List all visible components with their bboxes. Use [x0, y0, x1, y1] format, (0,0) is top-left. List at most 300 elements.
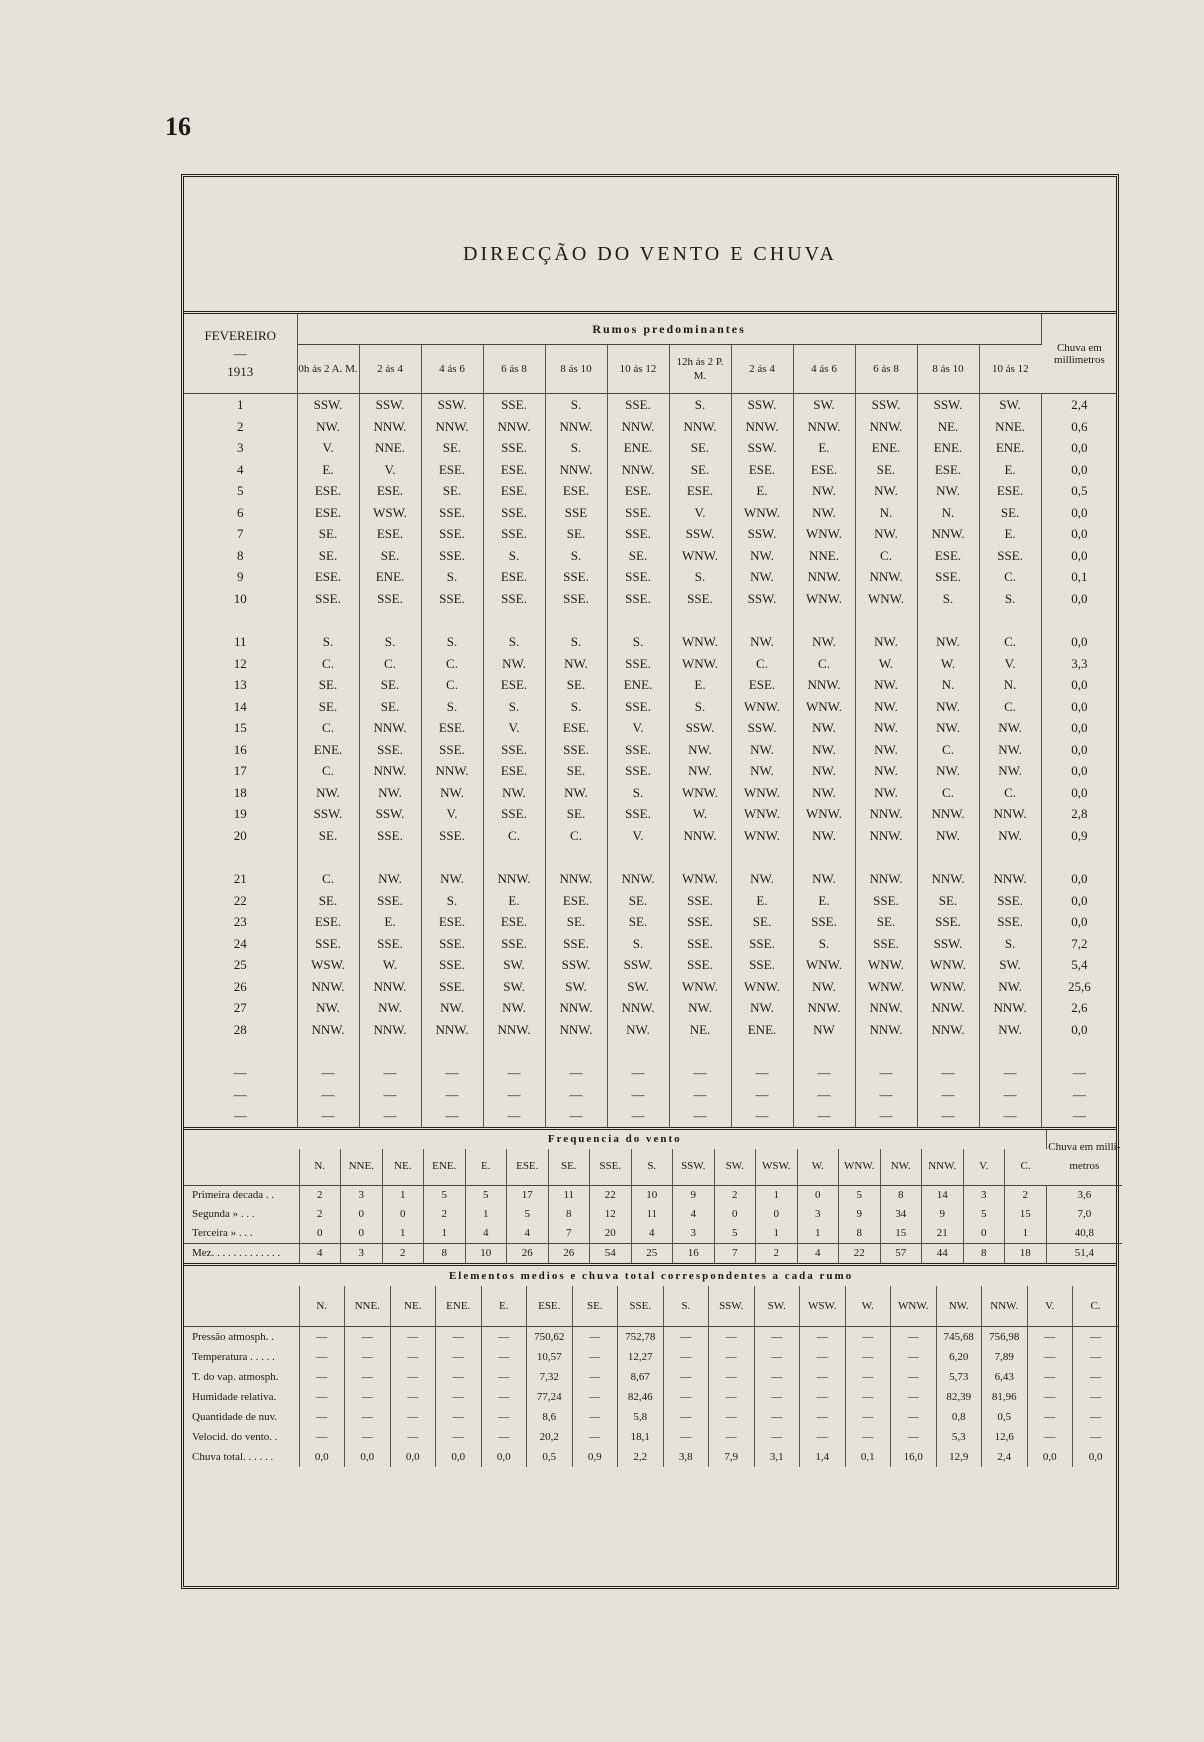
element-cell: — [1090, 1350, 1102, 1363]
element-cell: 8,67 [618, 1367, 664, 1387]
direction-header: WNW. [839, 1149, 881, 1186]
frequency-cell: 9 [839, 1205, 881, 1224]
wind-cell: ESE. [483, 674, 545, 696]
wind-cell: E. [731, 890, 793, 912]
table-row [184, 653, 1117, 675]
rain-cell: 3,3 [1071, 655, 1088, 671]
element-cell: — [390, 1347, 436, 1367]
frequency-cell: 4 [797, 1243, 839, 1263]
spacer-cell [607, 846, 669, 868]
frequency-cell: 1 [797, 1224, 839, 1244]
day-cell: 4 [184, 459, 297, 481]
wind-cell: NNW. [917, 1019, 979, 1041]
element-cell: 0,5 [982, 1407, 1028, 1427]
wind-cell: NW. [793, 739, 855, 761]
frequency-cell: 2 [382, 1243, 424, 1263]
wind-cell: V. [607, 717, 669, 739]
wind-cell: S. [607, 631, 669, 653]
wind-cell: WNW. [731, 803, 793, 825]
wind-cell: S. [669, 696, 731, 718]
direction-header: NNE. [341, 1149, 383, 1186]
element-cell: — [754, 1427, 800, 1447]
wind-cell: ESE. [979, 480, 1041, 502]
element-cell: — [891, 1407, 937, 1427]
direction-header: W. [797, 1149, 839, 1186]
element-cell: — [845, 1367, 891, 1387]
element-cell: 12,6 [982, 1427, 1028, 1447]
frequency-cell: 11 [631, 1205, 673, 1224]
spacer-cell [184, 1040, 297, 1062]
element-cell: 5,73 [936, 1367, 982, 1387]
wind-cell: NNE. [979, 416, 1041, 438]
element-cell: — [299, 1326, 345, 1347]
wind-cell: S. [545, 545, 607, 567]
wind-cell: NNW. [855, 416, 917, 438]
hour-header: 12h ás 2 P. M. [669, 345, 731, 394]
wind-cell: ESE. [483, 911, 545, 933]
wind-cell: SSE. [421, 933, 483, 955]
wind-cell: SSW. [731, 588, 793, 610]
wind-cell: — [793, 1084, 855, 1106]
wind-cell: SSE. [607, 803, 669, 825]
wind-cell: ESE. [421, 911, 483, 933]
wind-cell: SSE. [359, 588, 421, 610]
frequency-cell: 1 [382, 1224, 424, 1244]
wind-cell: NW. [855, 480, 917, 502]
wind-cell: NNW. [731, 416, 793, 438]
rain-cell: 0,0 [1071, 914, 1088, 929]
element-cell: 0,0 [299, 1447, 345, 1467]
frequency-cell: 5 [714, 1224, 756, 1244]
wind-cell: N. [917, 502, 979, 524]
wind-cell: NNW. [855, 566, 917, 588]
wind-cell: NW. [917, 696, 979, 718]
frequency-cell: 22 [590, 1185, 632, 1205]
wind-cell: NW. [917, 760, 979, 782]
table-row [184, 933, 1117, 955]
element-cell: — [845, 1407, 891, 1427]
wind-cell: — [979, 1062, 1041, 1084]
hour-header: 8 ás 10 [545, 345, 607, 394]
wind-cell: — [917, 1105, 979, 1127]
element-cell: — [754, 1347, 800, 1367]
wind-cell: — [297, 1105, 359, 1127]
direction-header: S. [663, 1286, 709, 1327]
wind-cell: SSE. [421, 954, 483, 976]
frequency-cell: 8 [880, 1185, 922, 1205]
wind-cell: NW. [979, 717, 1041, 739]
wind-cell: NW. [855, 696, 917, 718]
wind-cell: S. [607, 782, 669, 804]
day-cell: 8 [184, 545, 297, 567]
rain-cell: 0,0 [1071, 763, 1088, 778]
element-cell: 0,9 [572, 1447, 618, 1467]
hour-header: 8 ás 10 [917, 345, 979, 394]
wind-cell: SSE. [545, 933, 607, 955]
element-cell: — [891, 1387, 937, 1407]
page-number: 16 [165, 112, 191, 141]
direction-header: WSW. [756, 1149, 798, 1186]
spacer-cell [483, 846, 545, 868]
element-cell: — [754, 1387, 800, 1407]
direction-header: WNW. [891, 1286, 937, 1327]
day-cell: 6 [184, 502, 297, 524]
table-row [184, 1243, 1122, 1263]
wind-cell: SSE. [421, 502, 483, 524]
element-cell: 0,1 [845, 1447, 891, 1467]
wind-cell: SSE. [421, 523, 483, 545]
frequency-cell: 4 [465, 1224, 507, 1244]
rain-cell: 0,0 [1071, 504, 1088, 520]
direction-header: SW. [754, 1286, 800, 1327]
hour-header: 4 ás 6 [793, 345, 855, 394]
wind-cell: SSW. [731, 437, 793, 459]
wind-cell: SSW. [359, 803, 421, 825]
wind-cell: SSW. [731, 717, 793, 739]
frequency-cell: 3 [341, 1185, 383, 1205]
wind-cell: NE. [669, 1019, 731, 1041]
rumos-header: Rumos predominantes [297, 314, 1041, 345]
element-cell: 82,46 [618, 1387, 664, 1407]
wind-cell: S. [979, 588, 1041, 610]
element-cell: — [390, 1367, 436, 1387]
wind-cell: SSE. [297, 933, 359, 955]
wind-cell: ESE. [917, 545, 979, 567]
wind-cell: NW. [421, 868, 483, 890]
element-cell: — [663, 1347, 709, 1367]
wind-cell: NW. [917, 825, 979, 847]
wind-cell: SSE. [669, 933, 731, 955]
rain-cell: 0,0 [1071, 1021, 1088, 1037]
wind-cell: SW. [483, 976, 545, 998]
table-row [184, 1387, 1118, 1407]
element-cell: — [390, 1326, 436, 1347]
element-cell: — [709, 1427, 755, 1447]
wind-cell: NNW. [483, 868, 545, 890]
frequency-cell: 3 [341, 1243, 383, 1263]
table-row [184, 1367, 1118, 1387]
rain-cell: 7,2 [1071, 935, 1088, 951]
direction-header: NNE. [345, 1286, 391, 1327]
wind-cell: ESE. [545, 480, 607, 502]
wind-cell: E. [793, 890, 855, 912]
wind-cell: SW. [483, 954, 545, 976]
rain-cell: 5,4 [1071, 957, 1088, 972]
wind-cell: C. [297, 760, 359, 782]
row-label: Segunda » . . . [184, 1205, 299, 1224]
element-cell: 12,27 [618, 1347, 664, 1367]
year-label: 1913 [227, 363, 254, 379]
row-label: Primeira decada . . [184, 1185, 299, 1205]
spacer-cell [545, 1040, 607, 1062]
wind-cell: N. [855, 502, 917, 524]
frequency-cell: 22 [839, 1243, 881, 1263]
frequency-cell: 8 [424, 1243, 466, 1263]
wind-cell: NW [793, 1019, 855, 1041]
wind-cell: SSE. [421, 588, 483, 610]
direction-header: WSW. [800, 1286, 846, 1327]
spacer-cell [917, 846, 979, 868]
element-cell: 756,98 [982, 1326, 1028, 1347]
mean-elements-table [184, 1266, 1118, 1467]
element-cell: — [572, 1326, 618, 1347]
wind-cell: SSE. [297, 588, 359, 610]
elements-header-row [184, 1286, 1118, 1327]
wind-cell: SE. [297, 890, 359, 912]
element-cell: — [299, 1427, 345, 1447]
wind-cell: WNW. [669, 545, 731, 567]
spacer-cell [793, 846, 855, 868]
wind-cell: SSE. [917, 911, 979, 933]
wind-cell: NNW. [607, 997, 669, 1019]
element-cell: — [436, 1387, 482, 1407]
direction-header: N. [299, 1149, 341, 1186]
direction-header: E. [481, 1286, 527, 1327]
day-cell: 5 [184, 480, 297, 502]
element-cell: 3,1 [754, 1447, 800, 1467]
wind-cell: C. [421, 674, 483, 696]
spacer-cell [979, 609, 1041, 631]
wind-cell: NNE. [359, 437, 421, 459]
wind-cell: SSE. [979, 890, 1041, 912]
wind-cell: S. [297, 631, 359, 653]
wind-cell: NW. [731, 566, 793, 588]
wind-cell: NNW. [917, 868, 979, 890]
wind-cell: NNW. [855, 1019, 917, 1041]
element-cell: 2,4 [982, 1447, 1028, 1467]
frequency-cell: 1 [756, 1224, 798, 1244]
rain-cell: 7,0 [1077, 1207, 1092, 1220]
table-row [184, 696, 1117, 718]
wind-cell: SW. [545, 976, 607, 998]
wind-cell: NW. [607, 1019, 669, 1041]
frequency-cell: 0 [714, 1205, 756, 1224]
day-cell: 28 [184, 1019, 297, 1041]
spacer-cell [979, 846, 1041, 868]
wind-cell: NW. [793, 760, 855, 782]
spacer-cell [917, 1040, 979, 1062]
wind-cell: — [855, 1084, 917, 1106]
wind-cell: ESE. [731, 674, 793, 696]
wind-cell: NW. [979, 1019, 1041, 1041]
element-cell: — [572, 1427, 618, 1447]
wind-cell: SW. [607, 976, 669, 998]
table-row [184, 545, 1117, 567]
wind-cell: NW. [793, 782, 855, 804]
element-label-header [184, 1286, 299, 1327]
spacer-cell [917, 609, 979, 631]
element-cell: — [299, 1387, 345, 1407]
wind-cell: NW. [793, 480, 855, 502]
day-cell: — [184, 1084, 297, 1106]
wind-cell: ESE. [545, 717, 607, 739]
element-cell: 5,8 [618, 1407, 664, 1427]
wind-cell: SE. [855, 911, 917, 933]
table-row [184, 997, 1117, 1019]
wind-cell: ESE. [359, 523, 421, 545]
table-row [184, 416, 1117, 438]
wind-cell: NW. [855, 523, 917, 545]
wind-cell: WNW. [793, 523, 855, 545]
wind-cell: SE. [359, 696, 421, 718]
wind-cell: W. [917, 653, 979, 675]
wind-cell: WNW. [669, 782, 731, 804]
table-row [184, 760, 1117, 782]
frequency-cell: 1 [1005, 1224, 1047, 1244]
day-cell: 16 [184, 739, 297, 761]
wind-cell: NNW. [855, 997, 917, 1019]
spacer-cell [1041, 1040, 1117, 1062]
table-row [184, 954, 1117, 976]
wind-cell: S. [421, 890, 483, 912]
rain-cell: 0,0 [1071, 526, 1088, 541]
rain-cell: 2,4 [1071, 397, 1088, 412]
direction-header: V. [963, 1149, 1005, 1186]
wind-cell: SSE. [607, 523, 669, 545]
wind-cell: SE. [607, 911, 669, 933]
wind-cell: SE. [669, 459, 731, 481]
table-row [184, 1084, 1117, 1106]
day-cell: 21 [184, 868, 297, 890]
wind-cell: V. [421, 803, 483, 825]
direction-header: ESE. [507, 1149, 549, 1186]
frequency-cell: 21 [922, 1224, 964, 1244]
wind-cell: C. [297, 717, 359, 739]
frequency-cell: 11 [548, 1185, 590, 1205]
day-cell: 14 [184, 696, 297, 718]
spacer-row [184, 1040, 1117, 1062]
wind-cell: SSE. [979, 911, 1041, 933]
wind-cell: S. [545, 696, 607, 718]
spacer-cell [607, 609, 669, 631]
table-row [184, 480, 1117, 502]
wind-cell: S. [669, 394, 731, 416]
wind-cell: NNW. [793, 674, 855, 696]
element-cell: — [299, 1407, 345, 1427]
wind-cell: C. [297, 653, 359, 675]
wind-cell: SE. [607, 890, 669, 912]
wind-cell: SSE. [545, 588, 607, 610]
wind-cell: SSE. [483, 523, 545, 545]
wind-cell: — [917, 1062, 979, 1084]
element-cell: 6,43 [982, 1367, 1028, 1387]
direction-header: V. [1027, 1286, 1073, 1327]
wind-cell: E. [483, 890, 545, 912]
wind-cell: C. [297, 868, 359, 890]
wind-cell: WNW. [731, 825, 793, 847]
direction-header: NE. [382, 1149, 424, 1186]
wind-cell: ESE. [359, 480, 421, 502]
element-cell: — [800, 1326, 846, 1347]
element-cell: — [709, 1347, 755, 1367]
table-row [184, 825, 1117, 847]
frequency-cell: 7 [548, 1224, 590, 1244]
wind-cell: ESE. [483, 459, 545, 481]
wind-cell: NNW. [979, 868, 1041, 890]
spacer-cell [297, 846, 359, 868]
wind-cell: SSE. [545, 566, 607, 588]
spacer-cell [359, 846, 421, 868]
wind-cell: SSW. [359, 394, 421, 416]
element-cell: — [1027, 1347, 1073, 1367]
spacer-cell [421, 846, 483, 868]
element-cell: — [845, 1326, 891, 1347]
wind-cell: WNW. [917, 954, 979, 976]
wind-cell: SSE. [855, 933, 917, 955]
wind-cell: NW. [979, 739, 1041, 761]
frequency-cell: 2 [299, 1185, 341, 1205]
wind-cell: SE. [297, 825, 359, 847]
table-row [184, 890, 1117, 912]
day-cell: 23 [184, 911, 297, 933]
wind-cell: NW. [731, 631, 793, 653]
title-block [184, 177, 1116, 314]
table-row [184, 1347, 1118, 1367]
wind-cell: WNW. [793, 696, 855, 718]
elements-title-row [184, 1266, 1118, 1286]
wind-cell: SSE. [607, 566, 669, 588]
spacer-cell [793, 1040, 855, 1062]
rain-cell: 2,8 [1071, 806, 1088, 821]
element-cell: — [800, 1367, 846, 1387]
wind-cell: WNW. [731, 502, 793, 524]
wind-cell: SE. [669, 437, 731, 459]
wind-cell: NW. [483, 653, 545, 675]
frequency-cell: 57 [880, 1243, 922, 1263]
wind-cell: NW. [731, 997, 793, 1019]
wind-cell: NW. [483, 997, 545, 1019]
wind-cell: SSE. [421, 825, 483, 847]
direction-header: E. [465, 1149, 507, 1186]
spacer-cell [979, 1040, 1041, 1062]
frequency-cell: 0 [341, 1205, 383, 1224]
wind-cell: NW. [793, 631, 855, 653]
wind-cell: E. [731, 480, 793, 502]
wind-cell: WNW. [731, 696, 793, 718]
wind-cell: S. [483, 545, 545, 567]
frequency-cell: 3 [797, 1205, 839, 1224]
direction-header: NNW. [982, 1286, 1028, 1327]
wind-cell: SSW. [855, 394, 917, 416]
element-cell: 0,5 [527, 1447, 573, 1467]
table-row [184, 739, 1117, 761]
wind-cell: E. [793, 437, 855, 459]
element-cell: 745,68 [936, 1326, 982, 1347]
wind-cell: NNW. [855, 868, 917, 890]
wind-cell: ENE. [731, 1019, 793, 1041]
hours-header-row [184, 345, 1117, 394]
row-label: Temperatura . . . . . [184, 1347, 299, 1367]
frequency-cell: 8 [548, 1205, 590, 1224]
month-label: FEVEREIRO [204, 327, 276, 343]
frequency-cell: 2 [714, 1185, 756, 1205]
wind-cell: NNW. [793, 566, 855, 588]
frequency-cell: 18 [1005, 1243, 1047, 1263]
wind-cell: SSW. [669, 717, 731, 739]
rain-cell: 0,0 [1071, 698, 1088, 714]
table-row [184, 1326, 1118, 1347]
wind-cell: S. [607, 933, 669, 955]
element-cell: 750,62 [527, 1326, 573, 1347]
element-cell: — [481, 1387, 527, 1407]
rain-cell: 0,0 [1071, 892, 1088, 908]
element-cell: — [800, 1427, 846, 1447]
wind-cell: NNW. [979, 997, 1041, 1019]
element-cell: — [845, 1387, 891, 1407]
rain-cell: 25,6 [1068, 978, 1091, 994]
day-cell: 10 [184, 588, 297, 610]
wind-cell: SSW. [421, 394, 483, 416]
